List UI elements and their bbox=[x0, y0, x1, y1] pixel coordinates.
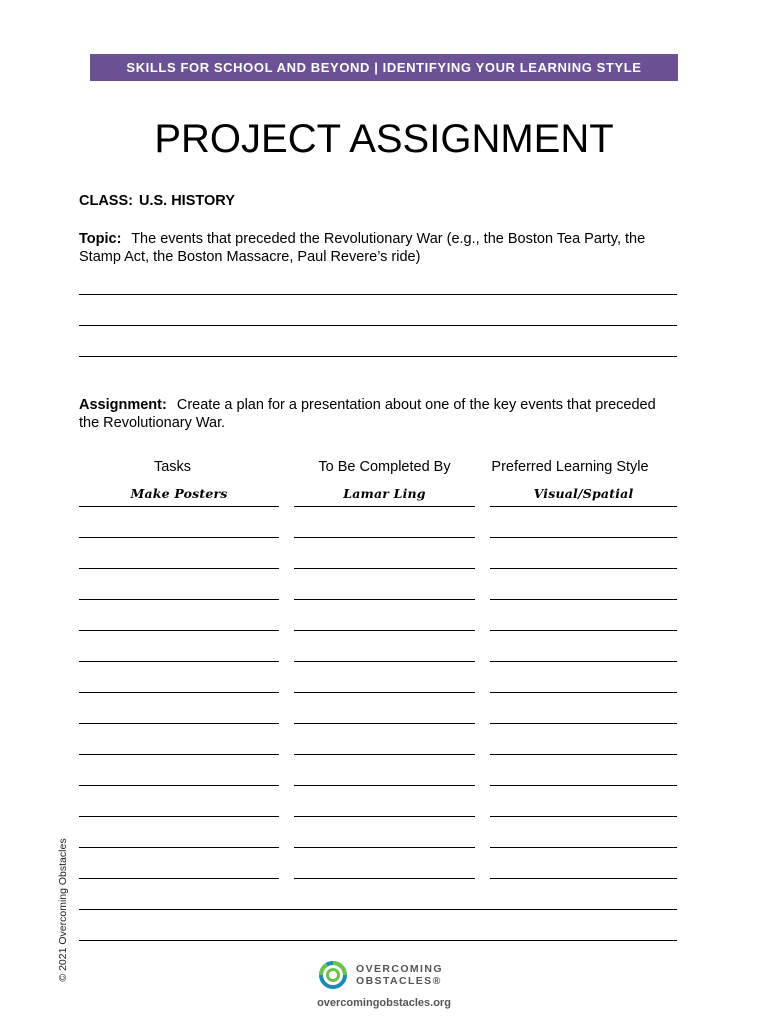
table-cell-line[interactable] bbox=[79, 692, 279, 693]
table-cell-line[interactable] bbox=[490, 537, 677, 538]
table-cell-line[interactable] bbox=[79, 568, 279, 569]
class-label: CLASS: bbox=[79, 193, 133, 209]
table-cell-line[interactable] bbox=[294, 599, 475, 600]
table-cell-line[interactable] bbox=[490, 661, 677, 662]
logo-wordmark bbox=[356, 963, 443, 987]
assignment-text: Create a plan for a presentation about one of the key events that preceded the Revolutionary War. bbox=[79, 397, 656, 431]
table-cell-line[interactable] bbox=[294, 754, 475, 755]
table-cell-line[interactable] bbox=[294, 816, 475, 817]
table-cell-line[interactable] bbox=[79, 506, 279, 507]
table-cell-line[interactable] bbox=[294, 630, 475, 631]
table-cell-line[interactable] bbox=[79, 723, 279, 724]
table-cell-line[interactable] bbox=[79, 785, 279, 786]
column-header-completed-by: To Be Completed By bbox=[318, 459, 451, 475]
footer-website-link[interactable]: overcomingobstacles.org bbox=[317, 997, 451, 1009]
assignment-label: Assignment: bbox=[79, 397, 167, 413]
table-cell-line[interactable] bbox=[490, 816, 677, 817]
logo-line-2: OBSTACLES® bbox=[356, 975, 442, 987]
logo-line-1: OVERCOMING bbox=[356, 963, 443, 975]
table-cell-line[interactable] bbox=[79, 661, 279, 662]
table-cell-line[interactable] bbox=[79, 816, 279, 817]
footer-logo bbox=[318, 960, 443, 990]
table-cell-line[interactable] bbox=[294, 692, 475, 693]
header-banner: SKILLS FOR SCHOOL AND BEYOND | IDENTIFYING YOUR LEARNING STYLE bbox=[90, 54, 678, 81]
full-width-write-line[interactable] bbox=[79, 940, 677, 941]
table-cell-line[interactable] bbox=[79, 630, 279, 631]
page-title: PROJECT ASSIGNMENT bbox=[154, 117, 614, 161]
handwritten-task: Make Posters bbox=[130, 486, 228, 501]
table-cell-line[interactable] bbox=[490, 723, 677, 724]
full-width-write-line[interactable] bbox=[79, 909, 677, 910]
table-cell-line[interactable] bbox=[294, 537, 475, 538]
table-cell-line[interactable] bbox=[490, 630, 677, 631]
table-cell-line[interactable] bbox=[294, 568, 475, 569]
table-cell-line[interactable] bbox=[294, 847, 475, 848]
topic-write-line[interactable] bbox=[79, 294, 677, 295]
topic-label: Topic: bbox=[79, 231, 122, 247]
copyright-text: © 2021 Overcoming Obstacles bbox=[57, 838, 69, 982]
overcoming-obstacles-logo-icon bbox=[318, 960, 348, 990]
table-cell-line[interactable] bbox=[79, 754, 279, 755]
handwritten-learning-style: Visual/Spatial bbox=[533, 486, 634, 501]
class-line bbox=[79, 193, 235, 209]
table-cell-line[interactable] bbox=[294, 878, 475, 879]
table-cell-line[interactable] bbox=[79, 599, 279, 600]
table-cell-line[interactable] bbox=[490, 785, 677, 786]
table-cell-line[interactable] bbox=[490, 754, 677, 755]
table-cell-line[interactable] bbox=[490, 847, 677, 848]
table-cell-line[interactable] bbox=[490, 878, 677, 879]
table-cell-line[interactable] bbox=[294, 723, 475, 724]
topic-text: The events that preceded the Revolutionary War (e.g., the Boston Tea Party, the Stamp Act, the Boston Massacre, Paul Revere’s ride) bbox=[79, 231, 646, 265]
table-cell-line[interactable] bbox=[79, 878, 279, 879]
assignment-paragraph bbox=[79, 396, 679, 432]
topic-write-line[interactable] bbox=[79, 325, 677, 326]
table-cell-line[interactable] bbox=[490, 506, 677, 507]
topic-paragraph bbox=[79, 230, 679, 266]
table-cell-line[interactable] bbox=[79, 537, 279, 538]
column-header-learning-style: Preferred Learning Style bbox=[491, 459, 649, 475]
table-cell-line[interactable] bbox=[79, 847, 279, 848]
topic-write-line[interactable] bbox=[79, 356, 677, 357]
table-cell-line[interactable] bbox=[490, 599, 677, 600]
table-cell-line[interactable] bbox=[294, 506, 475, 507]
table-cell-line[interactable] bbox=[294, 661, 475, 662]
column-header-tasks: Tasks bbox=[153, 459, 192, 475]
table-cell-line[interactable] bbox=[490, 692, 677, 693]
table-cell-line[interactable] bbox=[294, 785, 475, 786]
handwritten-completed-by: Lamar Ling bbox=[343, 486, 426, 501]
class-value: U.S. HISTORY bbox=[138, 193, 235, 209]
table-cell-line[interactable] bbox=[490, 568, 677, 569]
